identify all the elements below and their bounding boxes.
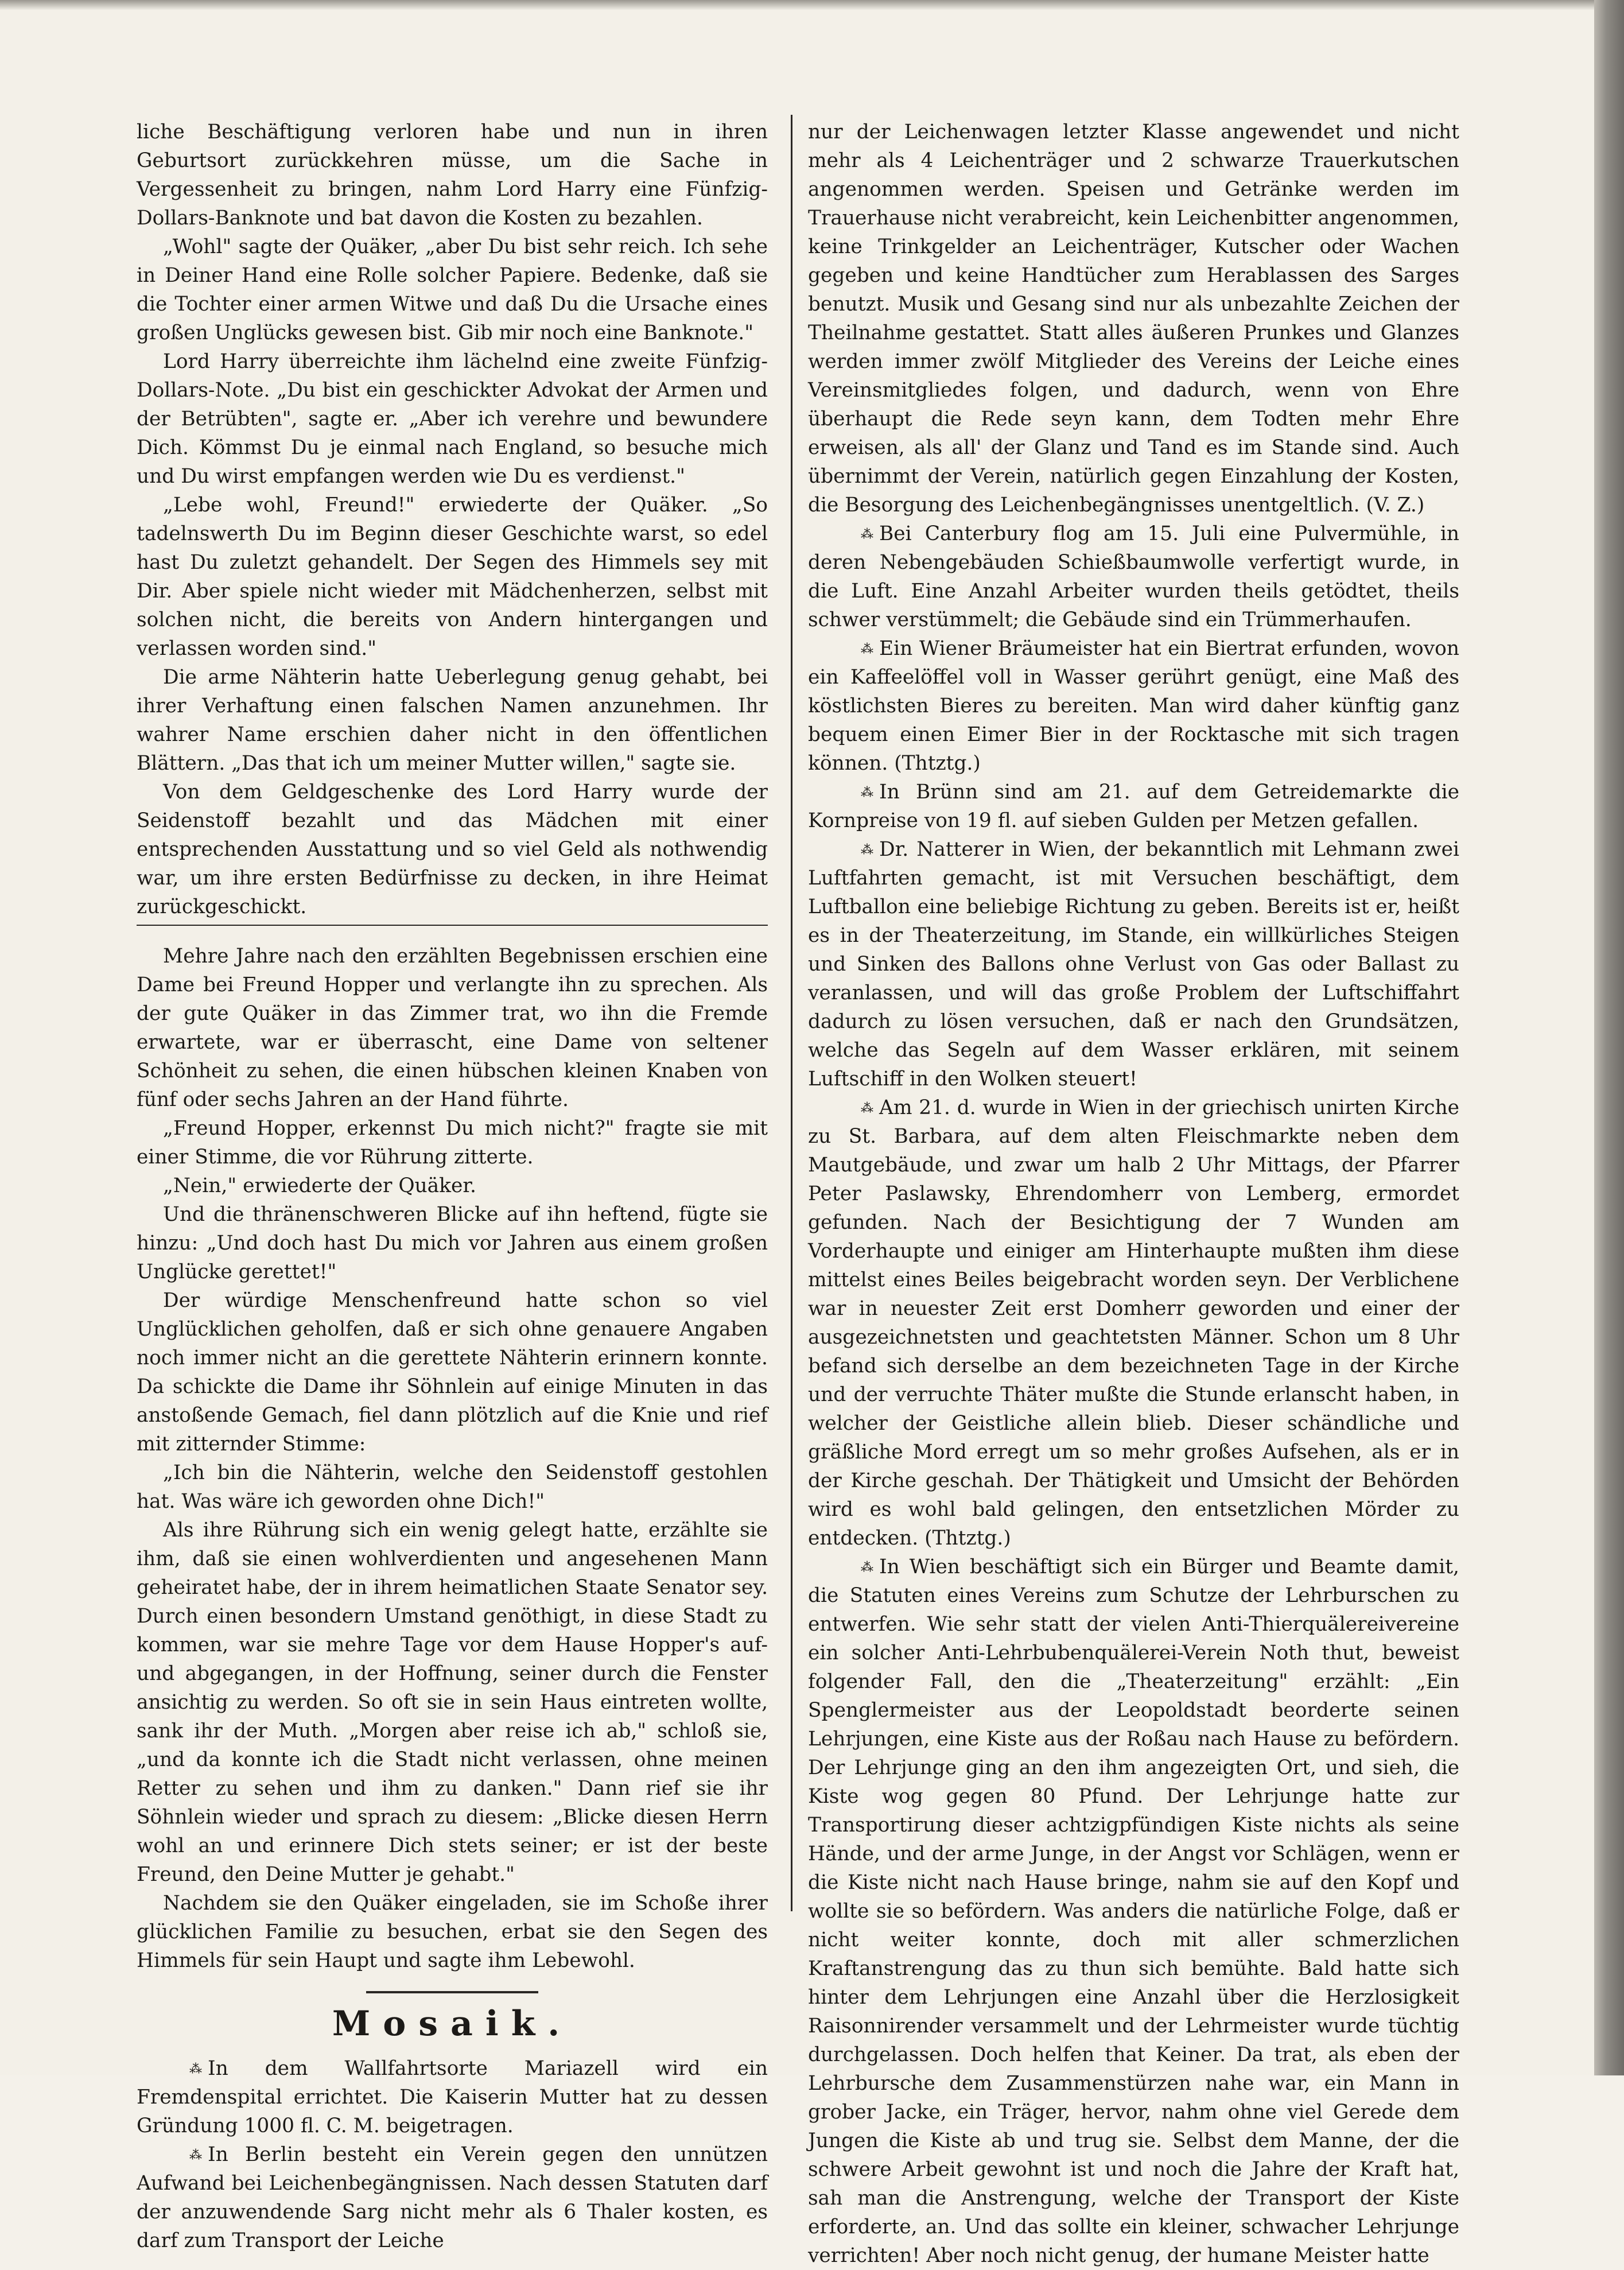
asterism-icon: ⁂	[861, 786, 873, 800]
left-column	[137, 118, 768, 2255]
page-right-edge	[1594, 0, 1624, 2075]
story-paragraph: „Freund Hopper, erkennst Du mich nicht?" fragte sie mit einer Stimme, die vor Rührung zitterte.	[137, 1117, 768, 1169]
section-rule	[137, 925, 768, 926]
story-paragraph: Mehre Jahre nach den erzählten Begebnissen erschien eine Dame bei Freund Hopper und verlangte ihn zu sprechen. Als der gute Quäker in das Zimmer trat, wo ihn die Fremde erwartete, war er überrascht, eine Dame von seltener Schönheit zu sehen, die einen hübschen kleinen Knaben von fünf oder sechs Jahren an der Hand führte.	[137, 945, 768, 1111]
story-paragraph: Von dem Geldgeschenke des Lord Harry wurde der Seidenstoff bezahlt und das Mädchen mit einer entsprechenden Ausstattung und so viel Geld als nothwendig war, um ihre ersten Bedürfnisse zu decken, in ihre Heimat zurückgeschickt.	[137, 781, 768, 918]
story-paragraph: liche Beschäftigung verloren habe und nun in ihren Geburtsort zurückkehren müsse, um die Sache in Vergessenheit zu bringen, nahm Lord Harry eine Fünfzig-Dollars-Banknote und bat davon die Kosten zu bezahlen.	[137, 121, 768, 230]
mosaic-item: ⁂ In Brünn sind am 21. auf dem Getreidemarkte die Kornpreise von 19 fl. auf sieben Gulden per Metzen gefallen.	[808, 781, 1459, 832]
mosaic-item: ⁂ Dr. Natterer in Wien, der bekanntlich mit Lehmann zwei Luftfahrten gemacht, ist mit Versuchen beschäftigt, dem Luftballon eine beliebige Richtung zu geben. Bereits ist er, heißt es in der Theaterzeitung, im Stande, ein willkürliches Steigen und Sinken des Ballons ohne Verlust von Gas oder Ballast zu veranlassen, und will das große Problem der Luftschiffahrt dadurch zu lösen versuchen, daß er nach den Grundsätzen, welche das Segeln auf dem Wasser erklären, mit seinem Luftschiff in den Wolken steuert!	[808, 838, 1459, 1091]
right-column	[808, 118, 1459, 2270]
mosaic-item: ⁂ In Berlin besteht ein Verein gegen den unnützen Aufwand bei Leichenbegängnissen. Nach dessen Statuten darf der anzuwendende Sarg nicht mehr als 6 Thaler kosten, es darf zum Transport der Leiche	[137, 2143, 768, 2252]
mosaic-item: ⁂ In Wien beschäftigt sich ein Bürger und Beamte damit, die Statuten eines Vereins zum Schutze der Lehrburschen zu entwerfen. Wie sehr statt der vielen Anti-Thierquälereivereine ein solcher Anti-Lehrbubenquälerei-Verein Noth thut, beweist folgender Fall, den die „Theaterzeitung" erzählt: „Ein Spenglermeister aus der Leopoldstadt beorderte seinen Lehrjungen, eine Kiste aus der Roßau nach Hause zu befördern. Der Lehrjunge ging an den ihm angezeigten Ort, und sieh, die Kiste wog gegen 80 Pfund. Der Lehrjunge hatte zur Transportirung dieser achtzigpfündigen Kiste nichts als seine Hände, und der arme Junge, in der Angst vor Schlägen, wenn er die Kiste nicht nach Hause bringe, nahm sie auf den Kopf und wollte sie so befördern. Was anders die natürliche Folge, daß er nicht weiter konnte, doch mit aller schmerzlichen Kraftanstrengung das zu thun sich bemühte. Bald hatte sich hinter dem Lehrjungen eine Anzahl über die Herzlosigkeit Raisonnirender versammelt und der Lehrmeister wurde tüchtig durchgelassen. Doch helfen that Keiner. Da trat, als eben der Lehrbursche dem Zusammenstürzen nahe war, ein Mann in grober Jacke, ein Träger, hervor, nahm ohne viel Gerede dem Jungen die Kiste ab und trug sie. Selbst dem Manne, der die schwere Arbeit gewohnt ist und noch die Jahre der Kraft hat, sah man die Anstrengung, welche der Transport der Kiste erforderte, an. Und das sollte ein kleiner, schwacher Lehrjunge verrichten! Aber noch nicht genug, der humane Meister hatte	[808, 1555, 1459, 2267]
mosaic-item: ⁂ In dem Wallfahrtsorte Mariazell wird ein Fremdenspital errichtet. Die Kaiserin Mutter hat zu dessen Gründung 1000 fl. C. M. beigetragen.	[137, 2057, 768, 2137]
story-paragraph: Und die thränenschweren Blicke auf ihn heftend, fügte sie hinzu: „Und doch hast Du mich vor Jahren aus einem großen Unglücke gerettet!"	[137, 1203, 768, 1283]
mosaic-item: nur der Leichenwagen letzter Klasse angewendet und nicht mehr als 4 Leichenträger und 2 schwarze Trauerkutschen angenommen werden. Speisen und Getränke werden im Trauerhause nicht verabreicht, kein Leichenbitter angenommen, keine Trinkgelder an Leichenträger, Kutscher oder Wachen gegeben und keine Handtücher zum Herablassen des Sarges benutzt. Musik und Gesang sind nur als unbezahlte Zeichen der Theilnahme gestattet. Statt alles äußeren Prunkes und Glanzes werden immer zwölf Mitglieder des Vereins der Leiche eines Vereinsmitgliedes folgen, und dadurch, wenn von Ehre überhaupt die Rede seyn kann, dem Todten mehr Ehre erweisen, als all' der Glanz und Tand es im Stande sind. Auch übernimmt der Verein, natürlich gegen Einzahlung der Kosten, die Besorgung des Leichenbegängnisses unentgeltlich. (V. Z.)	[808, 121, 1459, 517]
asterism-icon: ⁂	[861, 527, 873, 542]
section-title-mosaik: Mosaik.	[332, 2004, 573, 2044]
story-paragraph: Die arme Nähterin hatte Ueberlegung genug gehabt, bei ihrer Verhaftung einen falschen Namen anzunehmen. Ihr wahrer Name erschien daher nicht in den öffentlichen Blättern. „Das that ich um meiner Mutter willen," sagte sie.	[137, 666, 768, 775]
story-paragraph: „Ich bin die Nähterin, welche den Seidenstoff gestohlen hat. Was wäre ich geworden ohne Dich!"	[137, 1461, 768, 1513]
story-paragraph: Der würdige Menschenfreund hatte schon so viel Unglücklichen geholfen, daß er sich ohne genauere Angaben noch immer nicht an die gerettete Nähterin erinnern konnte. Da schickte die Dame ihr Söhnlein auf einige Minuten in das anstoßende Gemach, fiel dann plötzlich auf die Knie und rief mit zitternder Stimme:	[137, 1289, 768, 1456]
story-paragraph: Nachdem sie den Quäker eingeladen, sie im Schoße ihrer glücklichen Familie zu besuchen, erbat sie den Segen des Himmels für sein Haupt und sagte ihm Lebewohl.	[137, 1892, 768, 1972]
asterism-icon: ⁂	[189, 2148, 202, 2163]
story-paragraph: „Nein," erwiederte der Quäker.	[163, 1174, 476, 1197]
page-top-shadow	[0, 0, 1624, 10]
asterism-icon: ⁂	[189, 2062, 202, 2077]
story-paragraph: Als ihre Rührung sich ein wenig gelegt hatte, erzählte sie ihm, daß sie einen wohlverdienten und angesehenen Mann geheiratet habe, der in ihrem heimatlichen Staate Senator sey. Durch einen besondern Umstand genöthigt, in diese Stadt zu kommen, war sie mehre Tage vor dem Hause Hopper's auf- und abgegangen, in der Hoffnung, seiner durch die Fenster ansichtig zu werden. So oft sie in sein Haus eintreten wollte, sank ihr der Muth. „Morgen aber reise ich ab," schloß sie, „und da konnte ich die Stadt nicht verlassen, ohne meinen Retter zu sehen und ihm zu danken." Dann rief sie ihr Söhnlein wieder und sprach zu diesem: „Blicke diesen Herrn wohl an und erinnere Dich stets seiner; er ist der beste Freund, den Deine Mutter je gehabt."	[137, 1519, 768, 1886]
asterism-icon: ⁂	[861, 1561, 873, 1575]
mosaic-item: ⁂ Am 21. d. wurde in Wien in der griechisch unirten Kirche zu St. Barbara, auf dem alten Fleischmarkte neben dem Mautgebäude, und zwar um halb 2 Uhr Mittags, der Pfarrer Peter Paslawsky, Ehrendomherr von Lemberg, ermordet gefunden. Nach der Besichtigung der 7 Wunden am Vorderhaupte und einiger am Hinterhaupte mußten ihm diese mittelst eines Beiles beigebracht worden seyn. Der Verblichene war in neuester Zeit erst Domherr geworden und einer der ausgezeichnetsten und geachtetsten Männer. Schon um 8 Uhr befand sich derselbe an dem bezeichneten Tage in der Kirche und der verruchte Thäter mußte die Stunde erlanscht haben, in welcher der Geistliche allein blieb. Dieser schändliche und gräßliche Mord erregt um so mehr großes Aufsehen, als er in der Kirche geschah. Der Thätigkeit und Umsicht der Behörden wird es wohl bald gelingen, den entsetzlichen Mörder zu entdecken. (Thtztg.)	[808, 1096, 1459, 1550]
story-paragraph: Lord Harry überreichte ihm lächelnd eine zweite Fünfzig-Dollars-Note. „Du bist ein geschickter Advokat der Armen und der Betrübten", sagte er. „Aber ich verehre und bewundere Dich. Kömmst Du je einmal nach England, so besuche mich und Du wirst empfangen werden wie Du es verdienst."	[137, 350, 768, 488]
asterism-icon: ⁂	[861, 843, 873, 857]
mosaic-item: ⁂ Ein Wiener Bräumeister hat ein Biertrat erfunden, wovon ein Kaffeelöffel voll in Wasser gerührt genügt, eine Maß des köstlichsten Bieres zu bereiten. Man wird daher künftig ganz bequem einen Eimer Bier in der Rocktasche mit sich tragen können. (Thtztg.)	[808, 637, 1459, 775]
asterism-icon: ⁂	[861, 1101, 873, 1116]
story-paragraph: „Lebe wohl, Freund!" erwiederte der Quäker. „So tadelnswerth Du im Beginn dieser Geschichte warst, so edel hast Du zuletzt gehandelt. Der Segen des Himmels sey mit Dir. Aber spiele nicht wieder mit Mädchenherzen, selbst mit solchen nicht, die bereits von Andern hintergangen und verlassen worden sind."	[137, 494, 768, 660]
story-paragraph: „Wohl" sagte der Quäker, „aber Du bist sehr reich. Ich sehe in Deiner Hand eine Rolle solcher Papiere. Bedenke, daß sie die Tochter einer armen Witwe und daß Du die Ursache eines großen Unglücks gewesen bist. Gib mir noch eine Banknote."	[137, 235, 768, 344]
mosaic-item: ⁂ Bei Canterbury flog am 15. Juli eine Pulvermühle, in deren Nebengebäuden Schießbaumwolle verfertigt wurde, in die Luft. Eine Anzahl Arbeiter wurden theils getödtet, theils schwer verstümmelt; die Gebäude sind ein Trümmerhaufen.	[808, 522, 1459, 631]
title-rule	[366, 1991, 538, 1993]
asterism-icon: ⁂	[861, 642, 873, 657]
column-divider	[791, 115, 792, 1911]
